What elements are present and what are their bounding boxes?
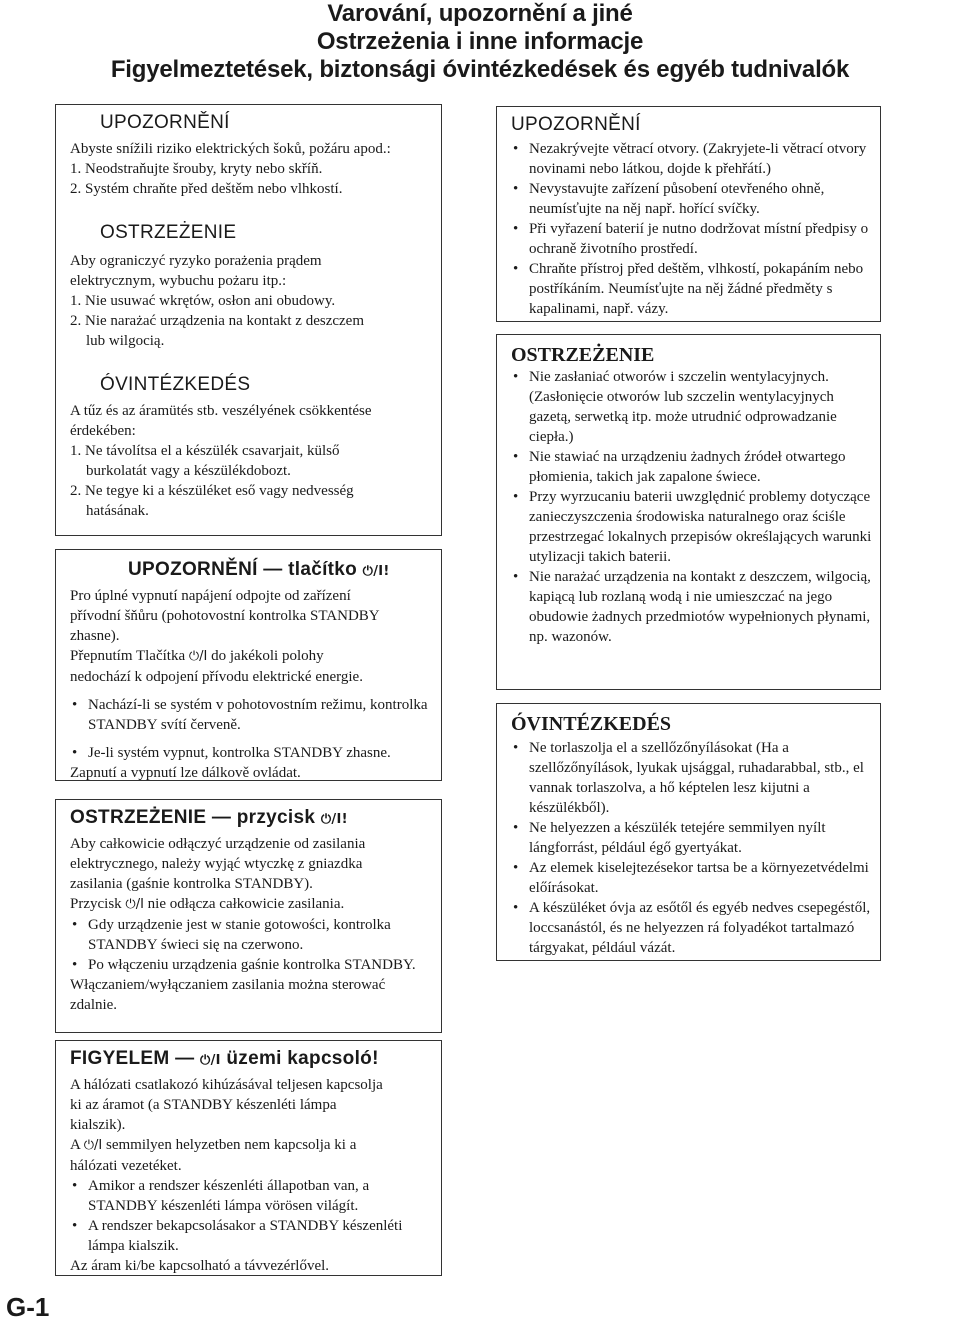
cz-line: 2. Systém chraňte před deštěm nebo vlhkostí. [70,181,343,197]
hu-line: érdekében: [70,423,136,439]
text-part: A [70,1137,81,1153]
warning-box-standby-cz [55,549,442,781]
text-line: zhasne). [70,628,120,644]
text-line: Aby całkowicie odłączyć urządzenie od zasilania [70,836,366,852]
hu-line: burkolatát vagy a készülékdobozt. [86,463,291,479]
warning-box-general [55,104,442,536]
bullet-list [70,1176,431,1256]
text-line: přívodní šňůru (pohotovostní kontrolka STANDBY [70,608,380,624]
heading-text: üzemi kapcsoló! [226,1048,379,1069]
power-symbol-icon: ⏻/I [200,1053,221,1068]
bullet-list [70,695,431,763]
text-line: Az áram ki/be kapcsolható a távvezérlővel. [70,1258,330,1274]
bullet-item: • Je-li systém vypnut, kontrolka STANDBY zhasne. [70,743,431,763]
text-line: elektrycznego, należy wyjąć wtyczkę z gniazdka [70,856,363,872]
heading-cz: UPOZORNĚNÍ [511,114,641,135]
text-part: Przycisk [70,896,122,912]
power-symbol-icon: ⏻/I [188,649,208,664]
bullet-list [511,738,872,958]
power-symbol-icon: ⏻/I [83,1138,103,1153]
heading-standby-hu [70,1047,431,1073]
power-symbol-icon: ⏻/I! [320,812,348,827]
pl-line: elektrycznym, wybuchu pożaru itp.: [70,273,287,289]
cz-line: 1. Neodstraňujte šrouby, kryty nebo skříň. [70,161,323,177]
heading-text: UPOZORNĚNÍ — tlačítko [128,559,358,580]
title-hungarian: Figyelmeztetések, biztonsági óvintézkedések és egyéb tudnivalók [110,56,850,83]
bullet-list [511,139,872,319]
text-part: semmilyen helyzetben nem kapcsolja ki a [106,1137,357,1153]
bullet-item: • A rendszer bekapcsolásakor a STANDBY készenléti lámpa kialszik. [70,1216,431,1256]
cz-line: Abyste snížili riziko elektrických šoků, požáru apod.: [70,141,391,157]
pl-line: lub wilgocią. [86,333,165,349]
heading-pl: OSTRZEŻENIE [511,344,655,366]
hu-line: 1. Ne távolítsa el a készülék csavarjait, külső [70,443,340,459]
text-line: Pro úplné vypnutí napájení odpojte od zařízení [70,588,351,604]
text-line: Włączaniem/wyłączaniem zasilania można sterować [70,977,386,993]
bullet-item: • Při vyřazení baterií je nutno dodržovat místní předpisy o ochraně životního prostředí. [511,219,872,259]
caution-box-cz [496,106,881,322]
text-line [70,894,431,915]
text-part: Přepnutím Tlačítka [70,648,186,664]
heading-text: FIGYELEM — [70,1048,195,1069]
power-symbol-icon: ⏻/I [125,897,144,912]
bullet-item: • Nevystavujte zařízení působení otevřeného ohně, neumísťujte na něj např. hořící svíčky. [511,179,872,219]
bullet-item: • Chraňte přístroj před deštěm, vlhkostí, pokapáním nebo postříkáním. Neumísťujte na něj žádné předměty s kapalinami, např. vázy. [511,259,872,319]
heading-cz: UPOZORNĚNÍ [100,112,230,133]
bullet-item: • Nezakrývejte větrací otvory. (Zakryjete-li větrací otvory novinami nebo látkou, dojde k přehřátí.) [511,139,872,179]
bullet-item: • Nie stawiać na urządzeniu żadnych źródeł otwartego płomienia, takich jak zapalone świece. [511,447,872,487]
text-line: Zapnutí a vypnutí lze dálkově ovládat. [70,765,301,781]
page-number: G-1 [6,1292,50,1322]
text-line [70,646,431,667]
hu-line: A tűz és az áramütés stb. veszélyének csökkentése [70,403,372,419]
bullet-list [70,915,431,975]
pl-line: 1. Nie usuwać wkrętów, osłon ani obudowy. [70,293,336,309]
bullet-item: • Ne torlaszolja el a szellőzőnyílásokat (Ha a szellőzőnyílások, lyukak ujsággal, ruhadarabbal, stb., el vannak torlaszolva, a hő képtelen lesz kijutni a készülékből). [511,738,872,818]
bullet-item: • Ne helyezzen a készülék tetejére semmilyen nyílt lángforrást, például égő gyertyákat. [511,818,872,858]
text-line: ki az áramot (a STANDBY készenléti lámpa [70,1097,337,1113]
pl-line: Aby ograniczyć ryzyko porażenia prądem [70,253,322,269]
bullet-item: • Nachází-li se systém v pohotovostním režimu, kontrolka STANDBY svítí červeně. [70,695,431,735]
bullet-item: • Amikor a rendszer készenléti állapotban van, a STANDBY készenléti lámpa vörösen világít. [70,1176,431,1216]
text-line: kialszik). [70,1117,126,1133]
text-line: zdalnie. [70,997,118,1013]
text-line: hálózati vezetéket. [70,1158,182,1174]
hu-line: 2. Ne tegye ki a készüléket eső vagy nedvesség [70,483,354,499]
heading-pl: OSTRZEŻENIE [100,222,237,243]
heading-standby-cz [70,558,431,584]
heading-standby-pl [70,806,431,832]
hu-line: hatásának. [86,503,149,519]
bullet-item: • Nie narażać urządzenia na kontakt z deszczem, wilgocią, kapiącą lub rozlaną wodą i nie umieszczać na jego obudowie żadnych przedmiotów wypełnionych płynami, np. wazonów. [511,567,872,647]
bullet-list [511,367,872,647]
bullet-item: • Nie zasłaniać otworów i szczelin wentylacyjnych. (Zasłonięcie otworów lub szczelin wentylacyjnych gazetą, serwetką itp. może utrudnić odprowadzanie ciepła.) [511,367,872,447]
caution-box-pl [496,334,881,690]
text-part: do jakékoli polohy [211,648,324,664]
bullet-item: • A készüléket óvja az esőtől és egyéb nedves csepegéstől, loccsanástól, és ne helyezzen rá folyadékot tartalmazó tárgyakat, például vázát. [511,898,872,958]
text-line: A hálózati csatlakozó kihúzásával teljesen kapcsolja [70,1077,383,1093]
bullet-item: • Przy wyrzucaniu baterii uwzględnić problemy dotyczące zanieczyszczenia środowiska naturalnego oraz ściśle przestrzegać lokalnych przepisów określających warunki utylizacji takich baterii. [511,487,872,567]
power-symbol-icon: ⏻/I! [362,564,390,579]
title-polish: Ostrzeżenia i inne informacje [316,28,644,55]
caution-box-hu [496,703,881,961]
text-line [70,1135,431,1156]
pl-line: 2. Nie narażać urządzenia na kontakt z deszczem [70,313,364,329]
page-titles [40,0,920,84]
warning-box-standby-pl [55,799,442,1033]
text-line: nedochází k odpojení přívodu elektrické energie. [70,669,363,685]
heading-hu: ÓVINTÉZKEDÉS [100,374,251,395]
heading-hu: ÓVINTÉZKEDÉS [511,713,672,735]
warning-box-standby-hu [55,1040,442,1276]
bullet-item: • Po włączeniu urządzenia gaśnie kontrolka STANDBY. [70,955,431,975]
bullet-item: • Az elemek kiselejtezésekor tartsa be a környezetvédelmi előírásokat. [511,858,872,898]
heading-text: OSTRZEŻENIE — przycisk [70,807,316,828]
bullet-item: • Gdy urządzenie jest w stanie gotowości, kontrolka STANDBY świeci się na czerwono. [70,915,431,955]
title-czech: Varování, upozornění a jiné [327,0,633,27]
text-line: zasilania (gaśnie kontrolka STANDBY). [70,876,313,892]
text-part: nie odłącza całkowicie zasilania. [147,896,345,912]
